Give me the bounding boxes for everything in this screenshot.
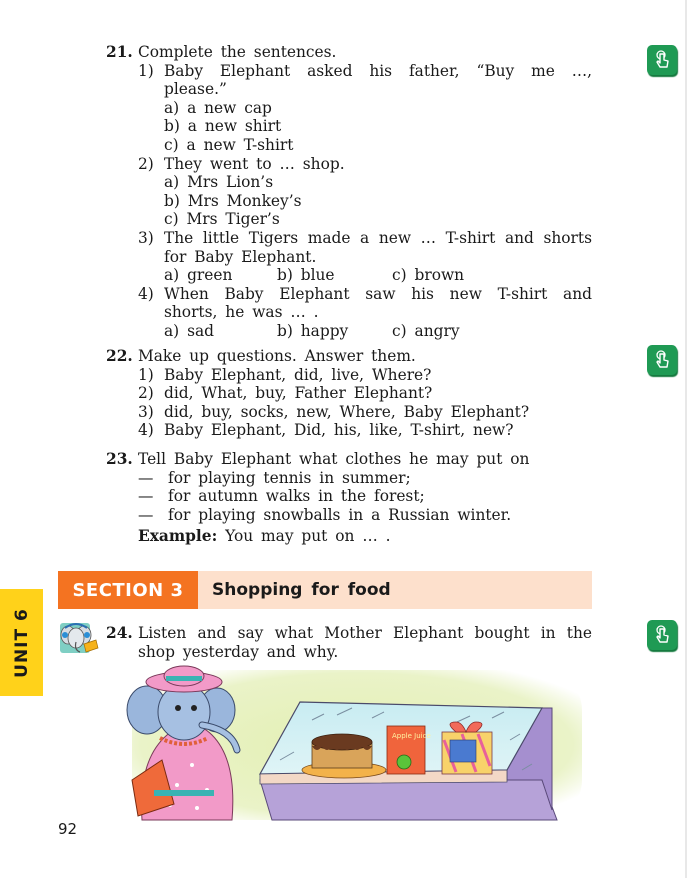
answer-option: c) Mrs Tiger’s xyxy=(164,210,280,229)
answer-option: c) a new T-shirt xyxy=(164,135,294,154)
answer-option: a) Mrs Lion’s xyxy=(164,173,274,192)
unit-tab xyxy=(0,589,43,696)
question-item xyxy=(106,285,592,322)
shop-illustration xyxy=(112,660,600,840)
question-item xyxy=(106,421,529,440)
question-number: 4) xyxy=(138,284,154,303)
answer-option: b) Mrs Monkey’s xyxy=(164,191,302,210)
question-item xyxy=(106,62,592,99)
dash-bullet: — xyxy=(138,487,154,506)
exercise-instruction: Tell Baby Elephant what clothes he may put on xyxy=(138,450,530,468)
list-item-text: for playing snowballs in a Russian winter. xyxy=(168,505,512,524)
touch-hand-icon xyxy=(653,350,671,370)
question-text: When Baby Elephant saw his new T-shirt and shorts, he was … . xyxy=(164,284,592,322)
list-item xyxy=(106,487,529,506)
question-item xyxy=(106,155,592,174)
example-label: Example: xyxy=(138,527,218,546)
exercise-number: 21. xyxy=(106,43,133,61)
exercise-21 xyxy=(106,43,592,341)
list-item xyxy=(106,469,529,488)
exercise-instruction: Complete the sentences. xyxy=(138,43,337,61)
example-line xyxy=(106,527,529,546)
answer-option: b) happy xyxy=(277,321,349,340)
question-number: 4) xyxy=(138,421,154,440)
question-item xyxy=(106,366,529,385)
touch-button-ex22[interactable] xyxy=(647,345,677,375)
section-title: Shopping for food xyxy=(212,580,391,600)
section-label: SECTION 3 xyxy=(58,571,198,609)
exercise-23 xyxy=(106,450,529,546)
question-text: Baby Elephant, Did, his, like, T-shirt, new? xyxy=(164,421,514,440)
question-item xyxy=(106,384,529,403)
question-text: They went to … shop. xyxy=(164,154,345,173)
answer-option: c) brown xyxy=(392,266,465,285)
question-number: 1) xyxy=(138,61,154,80)
question-number: 1) xyxy=(138,365,154,384)
answer-option: a) green xyxy=(164,266,233,285)
dash-bullet: — xyxy=(138,505,154,524)
question-text: did, buy, socks, new, Where, Baby Elephant? xyxy=(164,402,530,421)
exercise-instruction: Listen and say what Mother Elephant bought in the shop yesterday and why. xyxy=(138,624,592,661)
exercise-number: 23. xyxy=(106,450,133,468)
dash-bullet: — xyxy=(138,468,154,487)
example-text: You may put on … . xyxy=(225,527,391,546)
juice-label: Apple Juice xyxy=(392,732,431,740)
section-header xyxy=(58,571,592,609)
answer-option: b) blue xyxy=(277,266,335,285)
list-item-text: for autumn walks in the forest; xyxy=(168,487,425,506)
question-text: Baby Elephant, did, live, Where? xyxy=(164,365,432,384)
question-text: The little Tigers made a new … T-shirt and shorts for Baby Elephant. xyxy=(164,228,592,266)
answer-option: a) a new cap xyxy=(164,98,272,117)
listening-elephant-icon[interactable] xyxy=(58,620,100,656)
answer-options-row xyxy=(106,322,592,341)
answer-option: c) angry xyxy=(392,321,460,340)
touch-hand-icon xyxy=(653,625,671,645)
exercise-24 xyxy=(106,624,592,662)
answer-options-row xyxy=(106,266,592,285)
exercise-22 xyxy=(106,347,529,440)
answer-option: b) a new shirt xyxy=(164,117,282,136)
touch-hand-icon xyxy=(653,50,671,70)
question-number: 2) xyxy=(138,154,154,173)
question-number: 2) xyxy=(138,384,154,403)
exercise-number: 24. xyxy=(106,624,133,642)
touch-button-ex21[interactable] xyxy=(647,45,677,75)
list-item-text: for playing tennis in summer; xyxy=(168,468,411,487)
unit-label: UNIT 6 xyxy=(11,607,32,678)
question-text: Baby Elephant asked his father, “Buy me …, please.” xyxy=(164,61,592,99)
question-text: did, What, buy, Father Elephant? xyxy=(164,384,433,403)
question-item xyxy=(106,229,592,266)
page-number: 92 xyxy=(58,820,78,838)
question-item xyxy=(106,403,529,422)
answer-option: a) sad xyxy=(164,321,214,340)
exercise-instruction: Make up questions. Answer them. xyxy=(138,347,416,365)
exercise-number: 22. xyxy=(106,347,133,365)
touch-button-ex24[interactable] xyxy=(647,620,677,650)
question-number: 3) xyxy=(138,402,154,421)
question-number: 3) xyxy=(138,228,154,247)
list-item xyxy=(106,506,529,525)
